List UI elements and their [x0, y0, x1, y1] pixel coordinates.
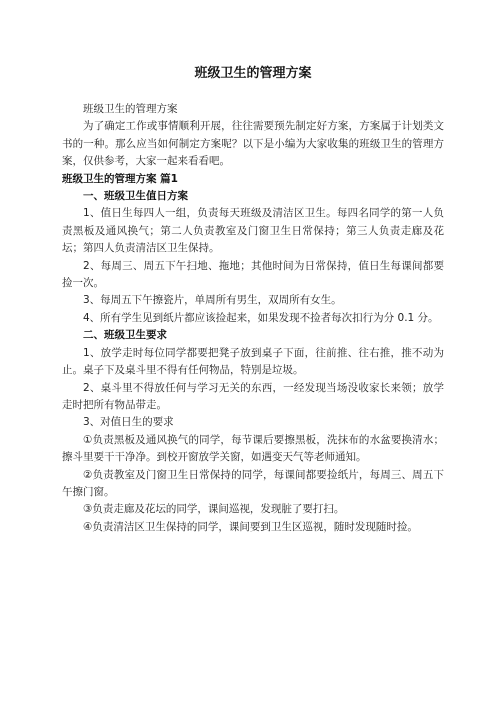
body-paragraph: 1、值日生每四人一组，负责每天班级及清洁区卫生。每四名同学的第一人负责黑板及通风换气；第二人负责教室及门窗卫生日常保持；第三人负责走廊及花坛；第四人负责清洁区卫生保持。: [62, 207, 444, 255]
body-paragraph: 3、每周五下午擦瓷片，单周所有男生，双周所有女生。: [83, 294, 342, 307]
body-paragraph: ④负责清洁区卫生保持的同学，课间要到卫生区巡视，随时发现随时捡。: [83, 520, 418, 533]
body-paragraph: 为了确定工作或事情顺利开展，往往需要预先制定好方案，方案属于计划类文书的一种。那么应当如何制定方案呢？以下是小编为大家收集的班级卫生的管理方案，仅供参考，大家一起来看看吧。: [62, 120, 444, 168]
body-paragraph: 1、放学走时每位同学都要把凳子放到桌子下面，往前推、往右推，推不动为止。桌子下及桌斗里不得有任何物品，特别是垃圾。: [62, 346, 444, 377]
document-title: 班级卫生的管理方案: [194, 66, 312, 81]
body-paragraph: 3、对值日生的要求: [83, 416, 174, 429]
body-paragraph: ②负责教室及门窗卫生日常保持的同学，每课间都要捡纸片，每周三、周五下午擦门窗。: [62, 468, 444, 498]
section-heading: 班级卫生的管理方案 篇1: [62, 172, 178, 185]
section-heading: 二、班级卫生要求: [83, 329, 167, 342]
body-paragraph: 班级卫生的管理方案: [83, 103, 178, 115]
body-paragraph: 4、所有学生见到纸片都应该捡起来，如果发现不捡者每次扣行为分 0.1 分。: [83, 311, 439, 324]
body-paragraph: ③负责走廊及花坛的同学，课间巡视，发现脏了要打扫。: [83, 503, 345, 516]
section-heading: 一、班级卫生值日方案: [83, 190, 188, 203]
body-paragraph: 2、每周三、周五下午扫地、拖地；其他时间为日常保持，值日生每课间都要捡一次。: [62, 259, 444, 290]
body-paragraph: ①负责黑板及通风换气的同学，每节课后要擦黑板，洗抹布的水盆要换清水；擦斗里要干干净净。到校开窗放学关窗，如遇变天气等老师通知。: [62, 433, 444, 464]
body-paragraph: 2、桌斗里不得放任何与学习无关的东西，一经发现当场没收家长来领；放学走时把所有物品带走。: [62, 381, 444, 411]
document-body: [62, 101, 444, 536]
